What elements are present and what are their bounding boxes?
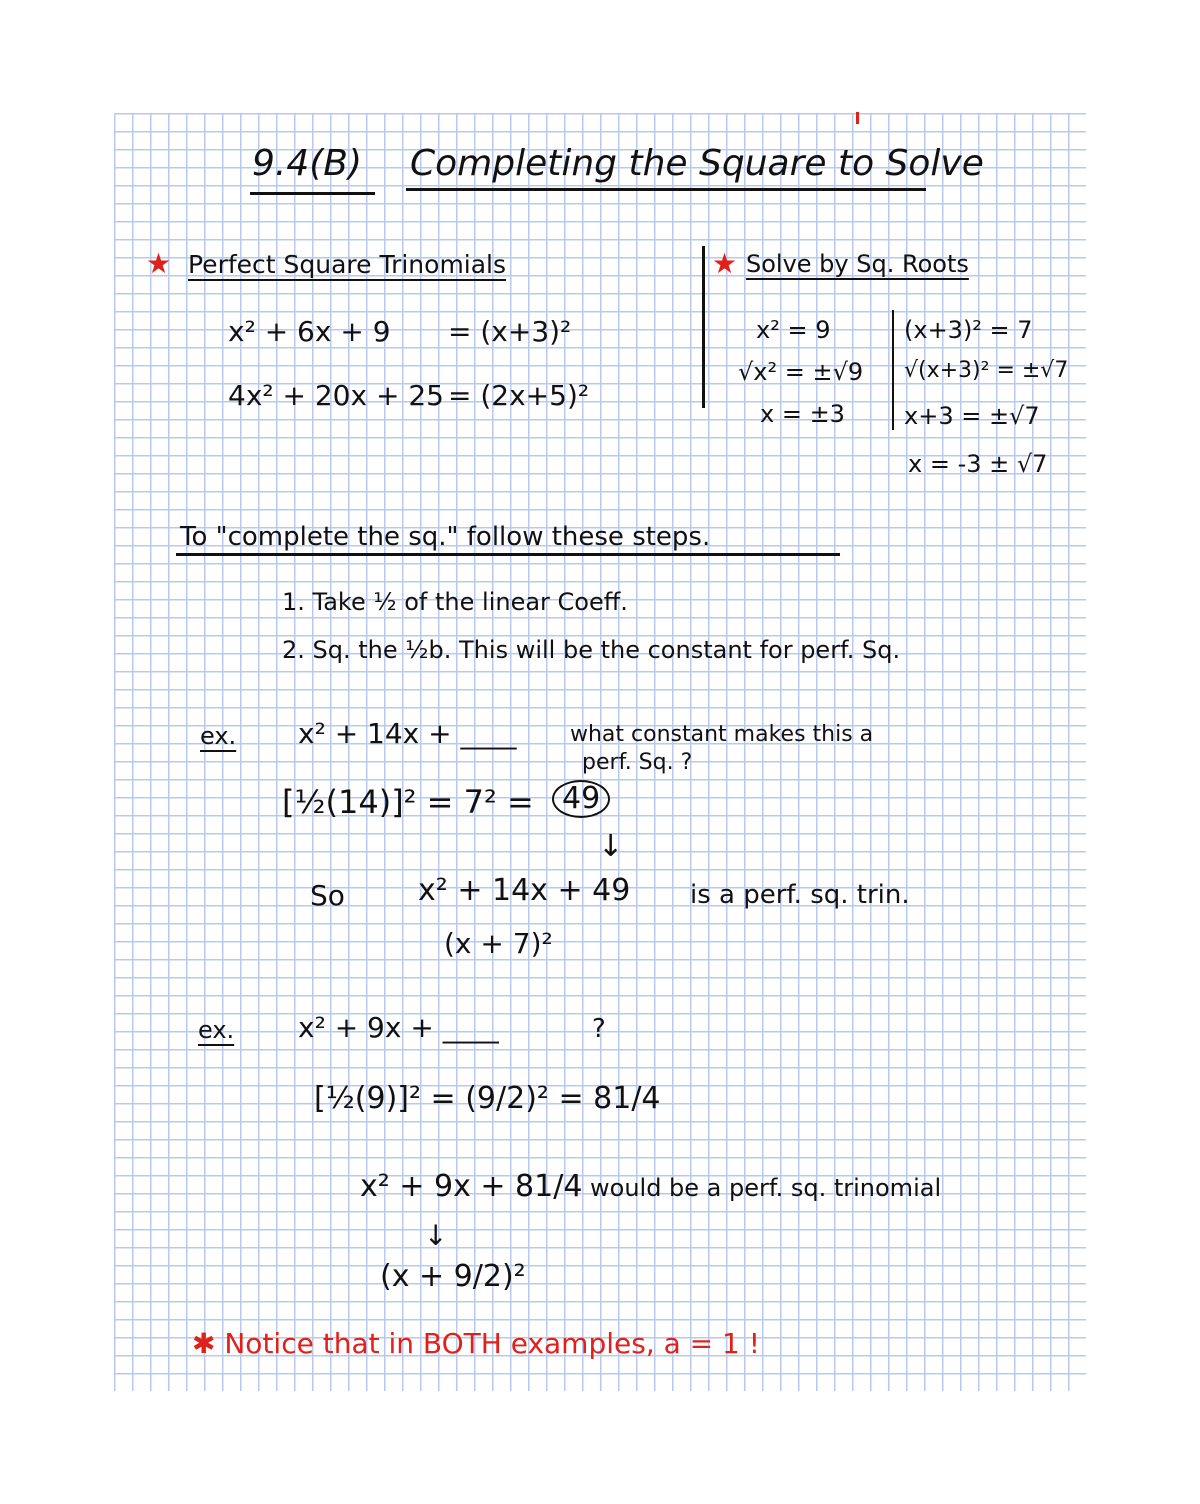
steps-heading: To "complete the sq." follow these steps. — [180, 522, 711, 552]
eq2-right: = (2x+5)² — [448, 379, 590, 412]
page-title: Completing the Square to Solve — [410, 143, 984, 184]
ex1-answer-circled: 49 — [552, 780, 610, 818]
ex1-result: x² + 14x + 49 — [418, 873, 631, 908]
sq-right-2: √(x+3)² = ±√7 — [904, 358, 1069, 383]
sq-left-3: x = ±3 — [760, 400, 845, 428]
ex2-result: x² + 9x + 81/4 — [360, 1169, 583, 1204]
arrow-down-icon-2: ↓ — [424, 1219, 448, 1252]
divider-vertical — [702, 246, 705, 408]
eq1-right: = (x+3)² — [448, 315, 572, 348]
eq1-left: x² + 6x + 9 — [228, 315, 391, 348]
red-tick — [856, 112, 859, 124]
sq-right-4: x = -3 ± √7 — [908, 450, 1048, 478]
steps-underline — [176, 553, 840, 556]
section-number: 9.4(B) — [252, 143, 363, 184]
ex1-so: So — [310, 879, 345, 912]
ex2-label: ex. — [198, 1016, 235, 1044]
ex1-question-2: perf. Sq. ? — [582, 750, 693, 775]
ex1-factored: (x + 7)² — [444, 927, 553, 960]
sq-right-3: x+3 = ±√7 — [904, 402, 1040, 430]
step-1: 1. Take ½ of the linear Coeff. — [282, 588, 628, 616]
perfect-squares-heading: Perfect Square Trinomials — [188, 250, 507, 279]
ex2-calc: [½(9)]² = (9/2)² = 81/4 — [314, 1081, 661, 1116]
ex2-question: ? — [592, 1014, 606, 1044]
ex1-expr: x² + 14x + ____ — [298, 717, 517, 750]
ex1-is-text: is a perf. sq. trin. — [690, 880, 910, 910]
ex2-note: would be a perf. sq. trinomial — [590, 1174, 942, 1202]
eq2-left: 4x² + 20x + 25 — [228, 379, 444, 412]
ex1-question: what constant makes this a — [570, 722, 874, 747]
ex1-calc: [½(14)]² = 7² = — [282, 783, 534, 821]
arrow-down-icon: ↓ — [598, 829, 624, 864]
ex2-expr: x² + 9x + ____ — [298, 1011, 499, 1044]
sq-divider — [892, 310, 894, 430]
ex1-label: ex. — [200, 722, 237, 750]
step-2: 2. Sq. the ½b. This will be the constant for perf. Sq. — [282, 636, 901, 664]
sq-left-2: √x² = ±√9 — [738, 358, 864, 386]
star-icon-2: ★ — [712, 247, 738, 280]
notice-text: ✱ Notice that in BOTH examples, a = 1 ! — [192, 1327, 760, 1360]
star-icon: ★ — [146, 247, 172, 280]
ex2-factored: (x + 9/2)² — [380, 1259, 526, 1294]
sq-roots-heading: Solve by Sq. Roots — [746, 250, 969, 278]
sq-left-1: x² = 9 — [756, 316, 831, 344]
sq-right-1: (x+3)² = 7 — [904, 316, 1033, 344]
title-underline — [406, 188, 926, 191]
section-underline — [250, 192, 375, 195]
